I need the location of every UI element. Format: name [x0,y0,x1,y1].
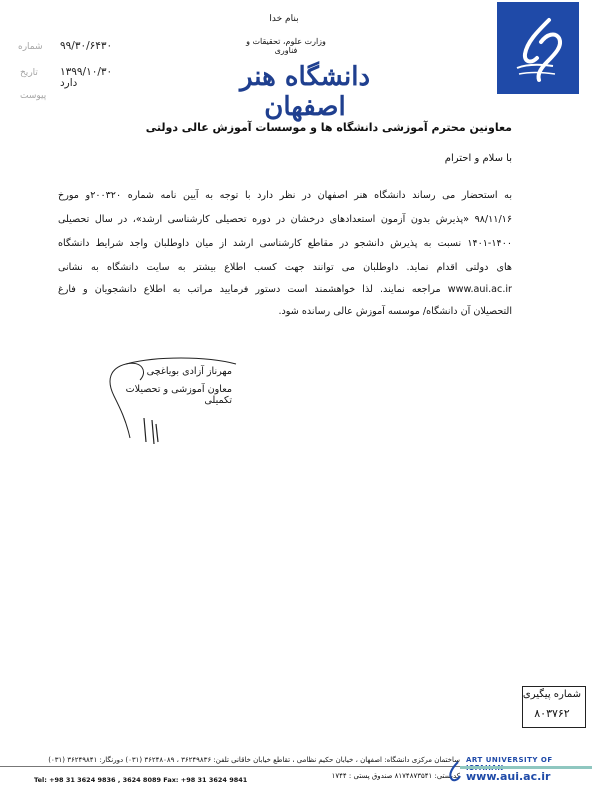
signer-title: معاون آموزشی و تحصیلات تکمیلی [125,384,232,406]
footer-website-link[interactable]: www.aui.ac.ir [466,770,551,783]
recipient-line: معاونین محترم آموزشی دانشگاه ها و موسسات آموزش عالی دولتی [145,121,512,134]
body-line-2: ۹۸/۱۱/۱۶ «پذیرش بدون آزمون استعدادهای درخشان در دوره تحصیلی کارشناسی ارشد»، در سال تحصیلی [58,214,512,225]
body-line-3: ۱۴۰۱-۱۴۰۰ نسبت به پذیرش دانشجو در مقاطع کارشناسی ارشد از میان داوطلبان واجد شرایط دانشگاه [58,238,512,249]
footer-postal: کدپستی: ۸۱۷۴۸۷۳۵۴۱ صندوق پستی : ۱۷۴۴ [331,772,460,780]
date-label: تاریخ [20,68,38,78]
attachment-label: پیوست [20,91,47,101]
tracking-label: شماره پیگیری [522,689,582,700]
body-line-6: التحصیلان آن دانشگاه/ موسسه آموزش عالی رسانده شود. [278,306,512,317]
greeting: با سلام و احترام [444,153,512,164]
footer-divider [0,766,460,767]
body-line-5: www.aui.ac.ir مراجعه نمایند. لذا خواهشمند است دستور فرمایید مراتب به اطلاع دانشجویان و فارغ [58,284,512,295]
number-label: شماره [18,42,43,52]
footer-accent-stripe [460,766,592,769]
footer-university-en: ART UNIVERSITY OF [466,756,553,764]
body-line-4: های دولتی اقدام نماید. داوطلبان می توانند جهت کسب اطلاع بیشتر به سایت دانشگاه به نشانی [58,262,512,273]
signer-name: مهرناز آزادی بویاغچی [146,366,232,377]
footer-phones: Tel: +98 31 3624 9836 , 3624 8089 Fax: +98 31 3624 9841 [34,776,248,784]
attachment-value: دارد [60,77,78,89]
ministry-name: وزارت علوم، تحقیقات و فناوری [246,37,326,55]
university-logo [497,2,579,94]
footer-emblem-icon [446,760,464,784]
tracking-number: ۸۰۳۷۶۲ [534,707,570,720]
university-name: دانشگاه هنر اصفهان [239,62,371,122]
university-emblem-icon [497,2,579,94]
footer-address: ساختمان مرکزی دانشگاه: اصفهان ، خیابان حکیم نظامی ، تقاطع خیابان خاقانی تلفن: ۳۶۲۴۹۸۳۶ ، ۳۶۲۴۸۰۸۹ (۰۳۱) دورنگار: ۳۶۲۴۹۸۴۱ (۰۳۱) [48,756,460,764]
body-line-1: به استحضار می رساند دانشگاه هنر اصفهان در نظر دارد با توجه به آیین نامه شماره ۲۰۰۳۲۰و مورخ [58,190,512,201]
letter-number: ۹۹/۳۰/۶۴۳۰ [60,40,113,52]
letter-date: ۱۳۹۹/۱۰/۳۰ [60,66,113,78]
basmala: بنام خدا [269,14,299,24]
